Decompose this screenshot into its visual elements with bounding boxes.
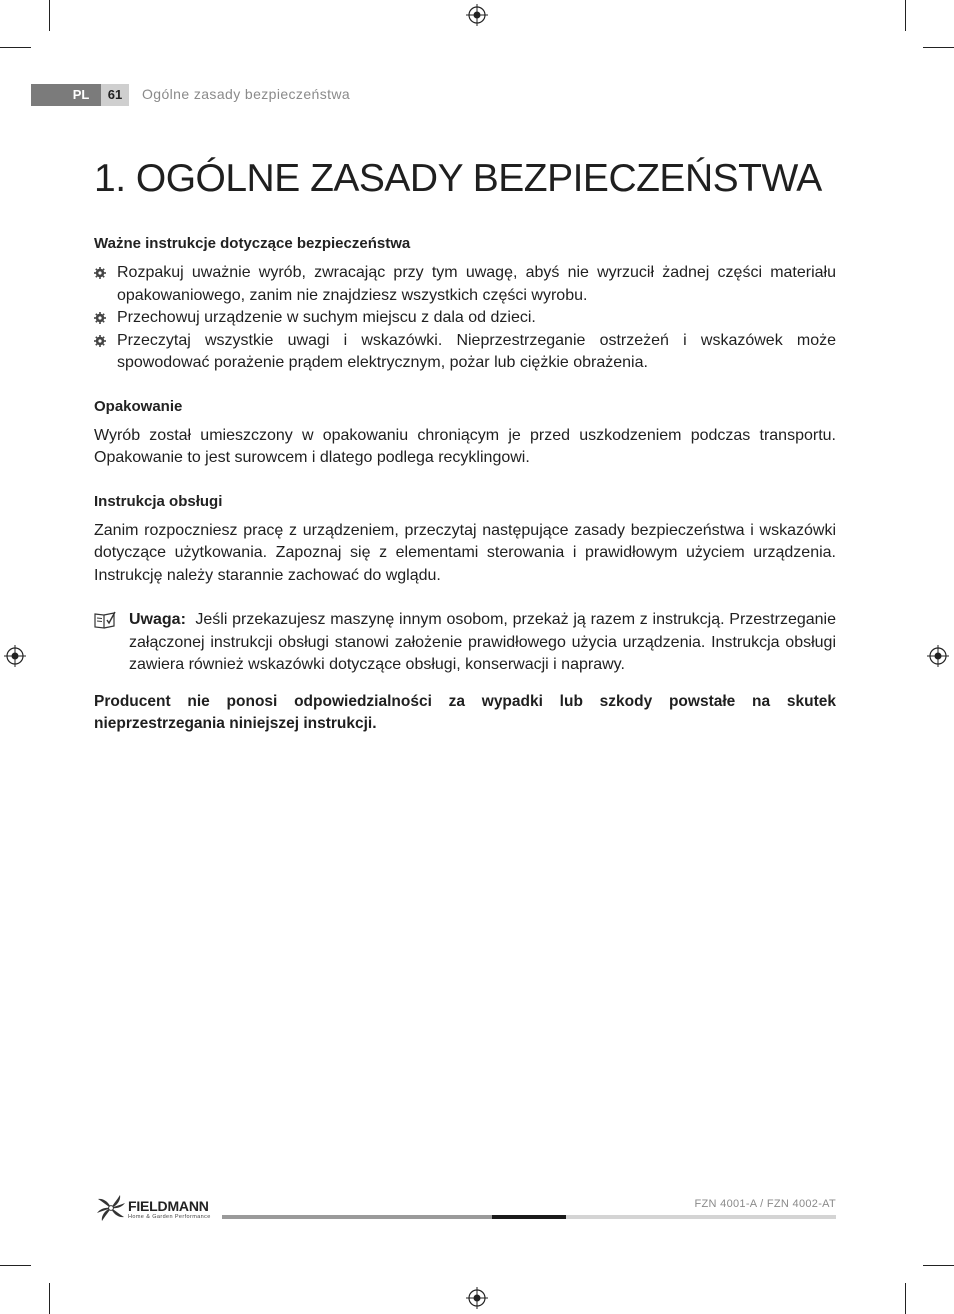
fan-logo-icon xyxy=(94,1193,128,1223)
list-item-text: Przechowuj urządzenie w suchym miejscu z dala od dzieci. xyxy=(117,309,536,326)
packaging-heading: Opakowanie xyxy=(94,397,183,415)
list-item-text: Rozpakuj uważnie wyrób, zwracając przy tym uwagę, abyś nie wyrzucił żadnej części materiału opakowaniowego, zanim nie znajdziesz wszystkich części wyrobu. xyxy=(117,264,836,304)
registration-mark-icon xyxy=(4,645,26,667)
page-content xyxy=(94,150,836,736)
registration-mark-icon xyxy=(927,645,949,667)
instructions-text: Zanim rozpoczniesz pracę z urządzeniem, przeczytaj następujące zasady bezpieczeństwa i wskazówki dotyczące użytkowania. Zapoznaj się z elementami sterowania i prawidłowym użyciem urządzenia. Instrukcję należy starannie zachować do wglądu. xyxy=(94,521,836,584)
page-title: 1. OGÓLNE ZASADY BEZPIECZEŃSTWA xyxy=(94,157,822,200)
instructions-section xyxy=(94,492,836,588)
gear-bullet-icon xyxy=(94,267,106,279)
crop-mark xyxy=(923,1265,954,1266)
running-header-title: Ogólne zasady bezpieczeństwa xyxy=(142,86,351,102)
note-text: Jeśli przekazujesz maszynę innym osobom, przekaż ją razem z instrukcją. Przestrzeganie załączonej instrukcji obsługi stanowi założenie prawidłowego użycia urządzenia. Instrukcja obsługi zawiera również wskazówki dotyczące obsługi, konserwacji i naprawy. xyxy=(129,611,837,673)
language-label: PL xyxy=(72,87,90,102)
crop-mark xyxy=(905,1283,906,1314)
packaging-text: Wyrób został umieszczony w opakowaniu chroniącym je przed uszkodzeniem podczas transportu. Opakowanie to jest surowcem i dlatego podlega recyklingowi. xyxy=(94,426,836,466)
model-number: FZN 4001-A / FZN 4002-AT xyxy=(694,1198,836,1210)
important-list xyxy=(94,262,836,375)
crop-mark xyxy=(49,1283,50,1314)
instructions-heading: Instrukcja obsługi xyxy=(94,492,223,510)
crop-mark xyxy=(49,0,50,31)
footer-rule xyxy=(222,1215,836,1219)
list-item xyxy=(94,330,836,375)
brand-tagline: Home & Garden Performance xyxy=(128,1214,211,1220)
book-note-icon xyxy=(94,611,116,629)
registration-mark-icon xyxy=(466,1287,488,1309)
brand-name: FIELDMANN xyxy=(128,1198,209,1214)
gear-bullet-icon xyxy=(94,335,106,347)
page-number: 61 xyxy=(101,84,129,106)
list-item xyxy=(94,262,836,307)
note-block xyxy=(94,609,836,677)
list-item-text: Przeczytaj wszystkie uwagi i wskazówki. Nieprzestrzeganie ostrzeżeń i wskazówek może spowodować porażenie prądem elektrycznym, pożar lub ciężkie obrażenia. xyxy=(117,331,836,371)
crop-mark xyxy=(0,47,31,48)
list-item xyxy=(94,307,836,330)
packaging-section xyxy=(94,397,836,470)
crop-mark xyxy=(0,1265,31,1266)
important-heading: Ważne instrukcje dotyczące bezpieczeństwa xyxy=(94,235,411,252)
crop-mark xyxy=(905,0,906,31)
crop-mark xyxy=(923,47,954,48)
note-label: Uwaga: xyxy=(129,611,186,628)
disclaimer-text: Producent nie ponosi odpowiedzialności za wypadki lub szkody powstałe na skutek nieprzestrzegania niniejszej instrukcji. xyxy=(94,692,836,732)
gear-bullet-icon xyxy=(94,312,106,324)
registration-mark-icon xyxy=(466,4,488,26)
